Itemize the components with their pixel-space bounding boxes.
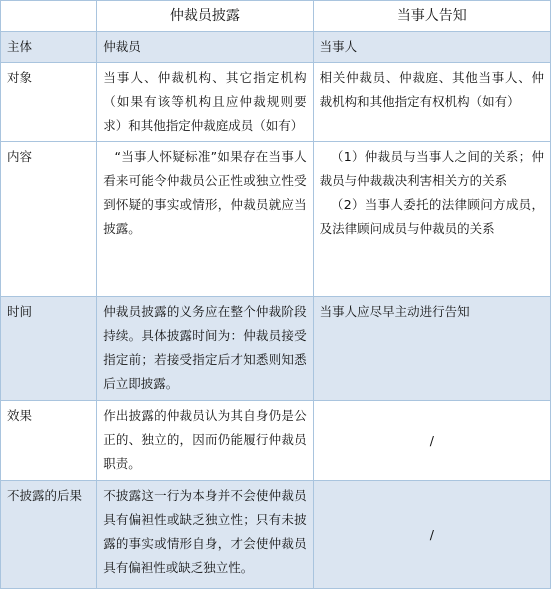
cell-object-arbitrator: 当事人、仲裁机构、其它指定机构（如果有该等机构且应仲裁规则要求）和其他指定仲裁庭成员（如有）	[97, 63, 313, 142]
table-row	[1, 32, 551, 63]
content-party-item-1: （1）仲裁员与当事人之间的关系；仲裁员与仲裁裁决利害相关方的关系	[319, 149, 544, 188]
row-label-effect: 效果	[1, 401, 97, 481]
cell-subject-arbitrator: 仲裁员	[97, 32, 313, 63]
table-row	[1, 297, 551, 401]
table-row	[1, 63, 551, 142]
cell-time-arbitrator: 仲裁员披露的义务应在整个仲裁阶段持续。具体披露时间为：仲裁员接受指定前；若接受指定后才知悉则知悉后立即披露。	[97, 297, 313, 401]
row-label-nondisclosure: 不披露的后果	[1, 481, 97, 589]
cell-content-arbitrator	[97, 142, 313, 297]
table-row	[1, 401, 551, 481]
row-label-object: 对象	[1, 63, 97, 142]
cell-subject-party: 当事人	[313, 32, 550, 63]
cell-time-party: 当事人应尽早主动进行告知	[313, 297, 550, 401]
cell-nondisclosure-party: /	[313, 481, 550, 589]
table-header-row	[1, 1, 551, 32]
header-party-notice: 当事人告知	[313, 1, 550, 32]
content-arbitrator-text: “当事人怀疑标准”如果存在当事人看来可能令仲裁员公正性或独立性受到怀疑的事实或情形，仲裁员就应当披露。	[103, 149, 307, 236]
cell-effect-arbitrator: 作出披露的仲裁员认为其自身仍是公正的、独立的，因而仍能履行仲裁员职责。	[97, 401, 313, 481]
cell-nondisclosure-arbitrator: 不披露这一行为本身并不会使仲裁员具有偏袒性或缺乏独立性；只有未披露的事实或情形自身，才会使仲裁员具有偏袒性或缺乏独立性。	[97, 481, 313, 589]
header-arbitrator-disclosure: 仲裁员披露	[97, 1, 313, 32]
row-label-subject: 主体	[1, 32, 97, 63]
cell-effect-party: /	[313, 401, 550, 481]
row-label-time: 时间	[1, 297, 97, 401]
cell-object-party: 相关仲裁员、仲裁庭、其他当事人、仲裁机构和其他指定有权机构（如有）	[313, 63, 550, 142]
table-row	[1, 142, 551, 297]
row-label-content: 内容	[1, 142, 97, 297]
header-corner-cell	[1, 1, 97, 32]
content-party-item-2: （2）当事人委托的法律顾问方成员，及法律顾问成员与仲裁员的关系	[319, 197, 544, 236]
cell-content-party	[313, 142, 550, 297]
table-row	[1, 481, 551, 589]
